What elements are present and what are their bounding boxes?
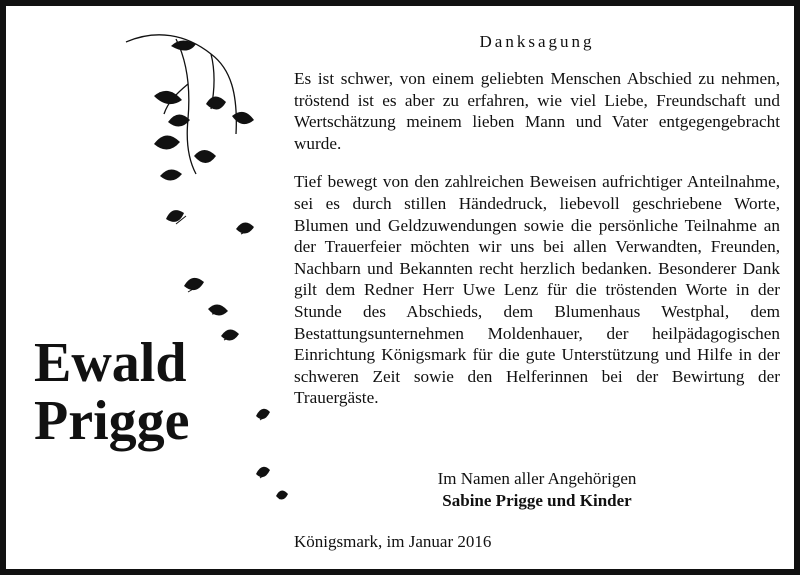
- deceased-last-name: Prigge: [34, 390, 190, 452]
- place-and-date: Königsmark, im Januar 2016: [294, 532, 492, 551]
- notice-heading: Danksagung: [479, 32, 595, 51]
- signature-family: Sabine Prigge und Kinder: [442, 491, 632, 510]
- deceased-name: [34, 334, 189, 450]
- paragraph-2: Tief bewegt von den zahlreichen Beweisen aufrichtiger Anteilnahme, sei es durch stillen Händedruck, liebevoll geschriebene Worte, Blumen und Geldzuwendungen sowie die persönliche Teilnahme an der Trauerfeier möchten wir uns bei allen Verwandten, Freunden, Nachbarn und Bekannten recht herzlich bedanken. Besonderer Dank gilt dem Redner Herr Uwe Lenz für die tröstenden Worte in der Stunde des Abschieds, dem Blumenhaus Westphal, dem Bestattungsunternehmen Moldenhauer, der heilpädagogischen Einrichtung Königsmark für die gute Unterstützung und Hilfe in der schweren Zeit sowie den Helferinnen bei der Bewirtung der Trauergäste.: [294, 172, 780, 408]
- paragraph-1: Es ist schwer, von einem geliebten Menschen Abschied zu nehmen, tröstend ist es aber zu erfahren, wie viel Liebe, Freundschaft und Wertschätzung meinem lieben Mann und Vater entgegengebracht wurde.: [294, 69, 780, 153]
- notice-body: [294, 68, 780, 426]
- signature-intro: Im Namen aller Angehörigen: [437, 469, 637, 488]
- deceased-first-name: Ewald: [34, 332, 187, 394]
- signature-block: [294, 468, 780, 512]
